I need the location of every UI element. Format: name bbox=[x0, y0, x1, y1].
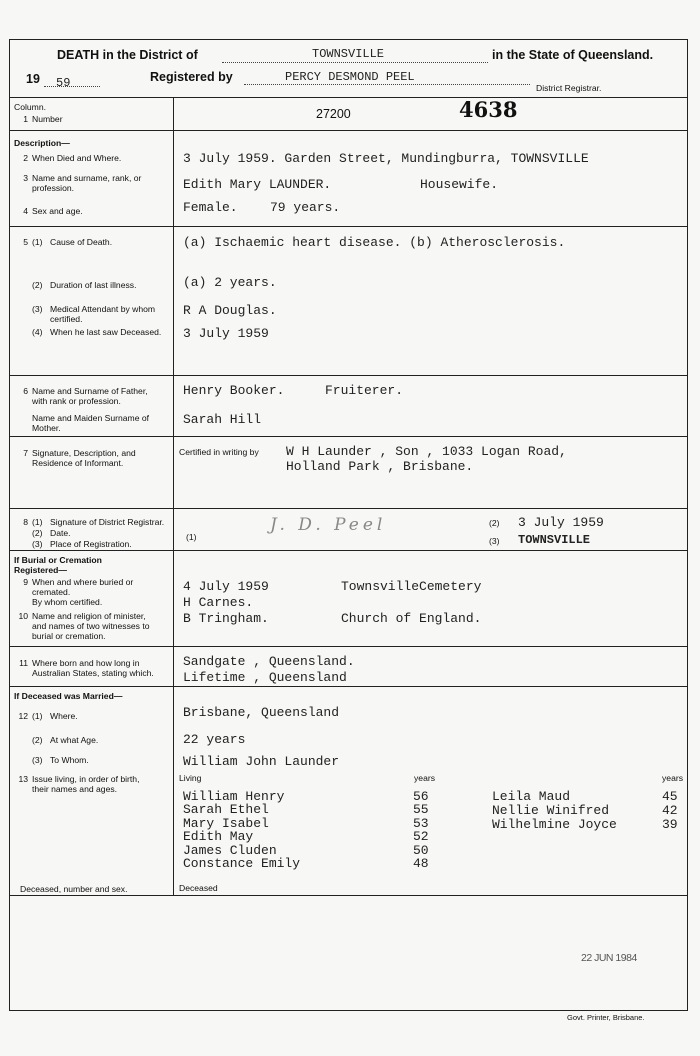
informant-line-1: W H Launder , Son , 1033 Logan Road, bbox=[286, 444, 567, 459]
label-7: 7 Signature, Description, and Residence of Informant. bbox=[23, 448, 136, 468]
divider-2 bbox=[10, 130, 687, 131]
label-10: 10 Name and religion of minister, and names of two witnesses to burial or cremation. bbox=[18, 611, 150, 641]
father-occupation: Fruiterer. bbox=[325, 383, 404, 398]
years-label-2: years bbox=[662, 773, 684, 783]
death-date-place: 3 July 1959. Garden Street, Mundingburra, TOWNSVILLE bbox=[183, 151, 589, 166]
spouse-name: William John Launder bbox=[183, 754, 340, 769]
number-typed: 27200 bbox=[316, 107, 351, 121]
registration-place: TOWNSVILLE bbox=[518, 533, 591, 547]
label-6-mother: Name and Maiden Surname of Mother. bbox=[32, 413, 150, 433]
illness-duration: (a) 2 years. bbox=[183, 275, 277, 290]
printer-credit: Govt. Printer, Brisbane. bbox=[567, 1013, 645, 1022]
column-label: Column. bbox=[14, 102, 46, 112]
minister-religion: Church of England. bbox=[341, 611, 482, 626]
list-item: Constance Emily 48 bbox=[183, 855, 429, 871]
label-9-cert: By whom certified. bbox=[32, 597, 103, 607]
last-seen-date: 3 July 1959 bbox=[183, 326, 269, 341]
label-12-2: (2) At what Age. bbox=[32, 735, 99, 745]
marriage-place: Brisbane, Queensland bbox=[183, 705, 340, 720]
issue-list-right bbox=[492, 789, 678, 832]
divider-7 bbox=[10, 550, 687, 551]
list-item: William Henry 56 bbox=[183, 789, 429, 804]
registrar-underline bbox=[244, 84, 530, 85]
district-value: TOWNSVILLE bbox=[312, 47, 385, 61]
label-11: 11 Where born and how long in Australian States, stating which. bbox=[19, 658, 154, 678]
place-marker: (3) bbox=[489, 536, 500, 546]
list-item: Mary Isabel 53 bbox=[183, 815, 429, 831]
label-8-2: (2) Date. bbox=[32, 528, 71, 538]
divider-9 bbox=[10, 686, 687, 687]
divider-4 bbox=[10, 375, 687, 376]
header-death-district-label: DEATH in the District of bbox=[57, 48, 198, 62]
divider-3 bbox=[10, 226, 687, 227]
burial-date: 4 July 1959 bbox=[183, 579, 269, 594]
label-3: 3 Name and surname, rank, or profession. bbox=[23, 173, 142, 193]
residence-duration: Lifetime , Queensland bbox=[183, 670, 347, 685]
certified-in-writing: Certified in writing by bbox=[179, 447, 259, 457]
list-item: James Cluden 50 bbox=[183, 842, 429, 858]
header-year-suffix: 59 bbox=[56, 76, 71, 90]
header-registered-by-label: Registered by bbox=[150, 70, 233, 84]
divider-6 bbox=[10, 508, 687, 509]
label-12-3: (3) To Whom. bbox=[32, 755, 89, 765]
divider-8 bbox=[10, 646, 687, 647]
deceased-label: Deceased bbox=[179, 883, 218, 893]
number-text: Number bbox=[32, 114, 63, 124]
divider-1 bbox=[10, 97, 687, 98]
minister-name: B Tringham. bbox=[183, 611, 269, 626]
marriage-age: 22 years bbox=[183, 732, 246, 747]
married-heading: If Deceased was Married— bbox=[14, 691, 123, 701]
label-4: 4 Sex and age. bbox=[23, 206, 83, 216]
list-item: Nellie Winifred 42 bbox=[492, 803, 678, 818]
registrar-signature: J. D. Peel bbox=[270, 515, 387, 535]
number-stamped: 4638 bbox=[459, 97, 518, 122]
divider-10 bbox=[10, 895, 687, 896]
list-item: Edith May 52 bbox=[183, 829, 429, 845]
issue-list-left bbox=[183, 789, 429, 871]
burial-place: TownsvilleCemetery bbox=[341, 579, 482, 594]
number-label bbox=[14, 114, 63, 124]
registration-date: 3 July 1959 bbox=[518, 515, 604, 530]
deceased-name: Edith Mary LAUNDER. bbox=[183, 177, 332, 192]
district-underline bbox=[222, 62, 488, 63]
header-year-prefix: 19 bbox=[26, 72, 40, 86]
list-item: Leila Maud 45 bbox=[492, 789, 678, 804]
date-marker: (2) bbox=[489, 518, 500, 528]
label-6-father: 6 Name and Surname of Father, with rank or profession. bbox=[23, 386, 148, 406]
label-2: 2 When Died and Where. bbox=[23, 153, 122, 163]
deceased-age: 79 years. bbox=[270, 200, 341, 215]
label-deceased-issue: Deceased, number and sex. bbox=[20, 884, 128, 894]
header-state-label: in the State of Queensland. bbox=[492, 48, 654, 62]
list-item: Wilhelmine Joyce 39 bbox=[492, 817, 678, 832]
label-5-4: (4) When he last saw Deceased. bbox=[32, 327, 162, 337]
label-8-1: 8 (1) Signature of District Registrar. bbox=[23, 517, 165, 527]
informant-line-2: Holland Park , Brisbane. bbox=[286, 459, 474, 474]
label-9: 9 When and where buried or cremated. bbox=[23, 577, 134, 597]
years-label-1: years bbox=[414, 773, 436, 783]
date-stamp: 22 JUN 1984 bbox=[581, 952, 637, 964]
living-label: Living bbox=[179, 773, 202, 783]
label-5-1: 5 (1) Cause of Death. bbox=[23, 237, 113, 247]
column-divider bbox=[173, 98, 174, 896]
district-registrar-label: District Registrar. bbox=[536, 83, 602, 93]
list-item: Sarah Ethel 55 bbox=[183, 802, 429, 818]
deceased-occupation: Housewife. bbox=[420, 177, 499, 192]
year-underline bbox=[44, 86, 100, 87]
registrar-value: PERCY DESMOND PEEL bbox=[285, 70, 415, 84]
father-name: Henry Booker. bbox=[183, 383, 285, 398]
deceased-sex: Female. bbox=[183, 200, 238, 215]
label-5-2: (2) Duration of last illness. bbox=[32, 280, 137, 290]
signature-marker: (1) bbox=[186, 532, 197, 542]
medical-attendant: R A Douglas. bbox=[183, 303, 277, 318]
burial-certifier: H Carnes. bbox=[183, 595, 254, 610]
description-heading: Description— bbox=[14, 138, 70, 148]
label-8-3: (3) Place of Registration. bbox=[32, 539, 132, 549]
burial-heading: If Burial or Cremation Registered— bbox=[14, 555, 102, 575]
label-5-3: (3) Medical Attendant by whom certified. bbox=[32, 304, 156, 324]
cause-of-death: (a) Ischaemic heart disease. (b) Atherosclerosis. bbox=[183, 235, 566, 250]
birthplace: Sandgate , Queensland. bbox=[183, 654, 355, 669]
mother-name: Sarah Hill bbox=[183, 412, 262, 427]
label-13: 13 Issue living, in order of birth, their names and ages. bbox=[18, 774, 140, 794]
divider-5 bbox=[10, 436, 687, 437]
label-12-1: 12 (1) Where. bbox=[18, 711, 78, 721]
number-num: 1 bbox=[23, 114, 28, 124]
